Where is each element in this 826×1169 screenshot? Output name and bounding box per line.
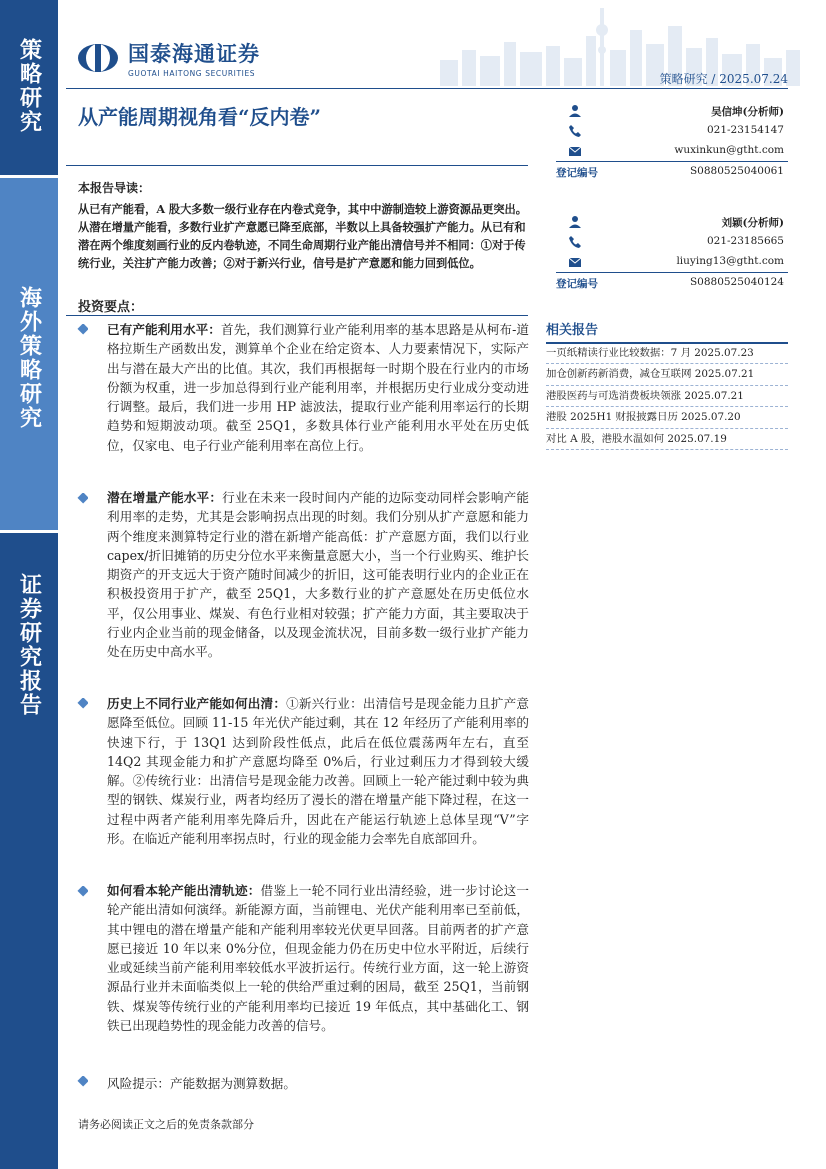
- points-heading: 投资要点：: [78, 300, 144, 315]
- point-text: 行业在未来一段时间内产能的边际变动同样会影响产能利用率的走势，尤其是会影响拐点出现的时刻。我们分别从扩产意愿和能力两个维度来测算特定行业的潜在新增产能高低：扩产意愿方面，我们以行业 capex/折旧摊销的历史分位水平来衡量意愿大小，当一个行业购买、维护长期资产的开支远大于资产随时间减少的折旧，这可能表明行业内的企业正在积极投资用于扩产，截至 25Q1，大多数行业的扩产意愿处在历史低位水平，仅公用事业、煤炭、有色行业相对较强；扩产能力方面，其主要取决于行业内企业当前的现金储备，以及现金流状况，目前多数一级行业扩产能力处在历史中高水平。: [107, 490, 530, 660]
- point-label: 已有产能利用水平：: [107, 322, 221, 337]
- analyst-card-1: [556, 101, 788, 182]
- point-paragraph-3: [107, 694, 529, 848]
- analyst-name: 吴信坤(分析师): [711, 106, 784, 118]
- registration-label: 登记编号: [556, 278, 598, 290]
- point-label: 历史上不同行业产能如何出清：: [107, 696, 287, 711]
- bullet-icon: [74, 698, 88, 712]
- page-title: 从产能周期视角看“反内卷”: [78, 105, 322, 129]
- point-paragraph-1: [107, 320, 529, 455]
- registration-label: 登记编号: [556, 167, 598, 179]
- sidebar-band-top: [0, 0, 58, 175]
- analyst-name: 刘颖(分析师): [721, 217, 784, 229]
- related-reports-list: [546, 343, 788, 450]
- guide-text: 从已有产能看，A 股大多数一级行业存在内卷式竞争，其中中游制造较上游资源品更突出。从潜在增量产能看，多数行业扩产意愿已降至底部，半数以上具备较强扩产能力。从已有和潜在两个维度刻画行业的反内卷轨迹，不同生命周期行业产能出清信号并不相同：①对于传统行业，关注扩产能力改善；②对于新兴行业，信号是扩产意愿和能力回到低位。: [78, 202, 527, 270]
- point-paragraph-4: [107, 881, 529, 1035]
- points-divider: [66, 315, 528, 316]
- related-report-item[interactable]: 加仓创新药新消费，减仓互联网 2025.07.21: [546, 364, 788, 385]
- analyst-card-2: [556, 212, 788, 293]
- analyst-phone: 021-23154147: [706, 124, 784, 136]
- guide-heading: 本报告导读：: [78, 181, 151, 195]
- point-label: 潜在增量产能水平：: [107, 490, 223, 505]
- point-text: 首先，我们测算行业产能利用率的基本思路是从柯布-道格拉斯生产函数出发，测算单个企业在给定资本、人力要素情况下，实际产出与潜在最大产出的比值。其次，我们再根据每一时期个股在行业内的市场份额为权重，进一步加总得到行业产能利用率，并根据历史行业成分变动进行调整。最后，我们进一步用 HP 滤波法，提取行业产能利用率运行的长期趋势和短期波动项。截至 25Q1，多数具体行业产能利用水平处在历史低位，仅家电、电子行业产能利用率在高位上行。: [107, 322, 529, 453]
- bullet-icon: [74, 1076, 88, 1090]
- company-name-en: GUOTAI HAITONG SECURITIES: [128, 69, 256, 78]
- point-text: ①新兴行业：出清信号是现金能力且扩产意愿降至低位。回顾 11-15 年光伏产能过剩，其在 12 年经历了产能利用率的快速下行，于 13Q1 达到阶段性低点，此后在低位震荡两年左右，直至 14Q2 其现金能力和扩产意愿均降至 0%后，行业过剩压力才得到较大缓解。②传统行业：出清信号是现金能力改善。回顾上一轮产能过剩中较为典型的钢铁、煤炭行业，两者均经历了漫长的潜在增量产能下降过程，在这一过程中两者产能利用率先降后升，因此在产能运行轨迹上总体呈现“V”字形。在临近产能利用率拐点时，行业的现金能力会率先自底部回升。: [107, 696, 530, 847]
- disclaimer-footer: 请务必阅读正文之后的免责条款部分: [78, 1118, 254, 1131]
- registration-number: S0880525040124: [689, 276, 784, 288]
- analyst-icon: [568, 215, 582, 229]
- bullet-icon: [74, 886, 88, 900]
- bullet-icon: [74, 493, 88, 507]
- email-icon: [568, 144, 582, 158]
- related-report-item[interactable]: 一页纸精读行业比较数据：7 月 2025.07.23: [546, 343, 788, 364]
- title-divider: [66, 165, 528, 166]
- email-icon: [568, 255, 582, 269]
- sidebar-label-strategy: 策略研究: [16, 38, 42, 134]
- sidebar-band-bottom: [0, 533, 58, 1169]
- bullet-icon: [74, 324, 88, 338]
- sidebar-label-overseas: 海外策略研究: [16, 286, 42, 430]
- point-label: 如何看本轮产能出清轨迹：: [107, 883, 261, 898]
- analyst-email[interactable]: liuying13@gtht.com: [676, 255, 784, 267]
- related-report-item[interactable]: 港股医药与可选消费板块领涨 2025.07.21: [546, 386, 788, 407]
- related-report-item[interactable]: 港股 2025H1 财报披露日历 2025.07.20: [546, 407, 788, 428]
- report-type-date: 策略研究 / 2025.07.24: [659, 72, 788, 86]
- phone-icon: [568, 124, 582, 138]
- analyst-phone: 021-23185665: [706, 235, 784, 247]
- sidebar-band-middle: [0, 178, 58, 530]
- company-name-cn: 国泰海通证券: [128, 42, 260, 66]
- analyst-email[interactable]: wuxinkun@gtht.com: [674, 144, 784, 156]
- point-text: 借鉴上一轮不同行业出清经验，进一步讨论这一轮产能出清如何演绎。新能源方面，当前锂电、光伏产能利用率已至前低，其中锂电的潜在增量产能和产能利用率较光伏更早回落。目前两者的扩产意愿已接近 10 年以来 0%分位，但现金能力仍在历史中位水平附近，后续行业或延续当前产能利用率较低水平波折运行。传统行业方面，这一轮上游资源品行业并未面临类似上一轮的供给严重过剩的困局，截至 25Q1，当前钢铁、煤炭等传统行业的产能利用率均已接近 19 年低点，其中基础化工、钢铁已出现趋势性的现金能力改善的信号。: [107, 883, 530, 1034]
- phone-icon: [568, 235, 582, 249]
- related-report-item[interactable]: 对比 A 股，港股水温如何 2025.07.19: [546, 429, 788, 450]
- company-logo: [76, 38, 260, 78]
- risk-warning: 风险提示：产能数据为测算数据。: [107, 1076, 296, 1091]
- sidebar-label-report: 证券研究报告: [16, 573, 42, 717]
- analyst-icon: [568, 104, 582, 118]
- point-paragraph-2: [107, 488, 529, 662]
- related-reports-heading: 相关报告: [546, 323, 599, 338]
- logo-mark-icon: [76, 42, 120, 74]
- header-divider: [66, 88, 788, 89]
- registration-number: S0880525040061: [689, 165, 784, 177]
